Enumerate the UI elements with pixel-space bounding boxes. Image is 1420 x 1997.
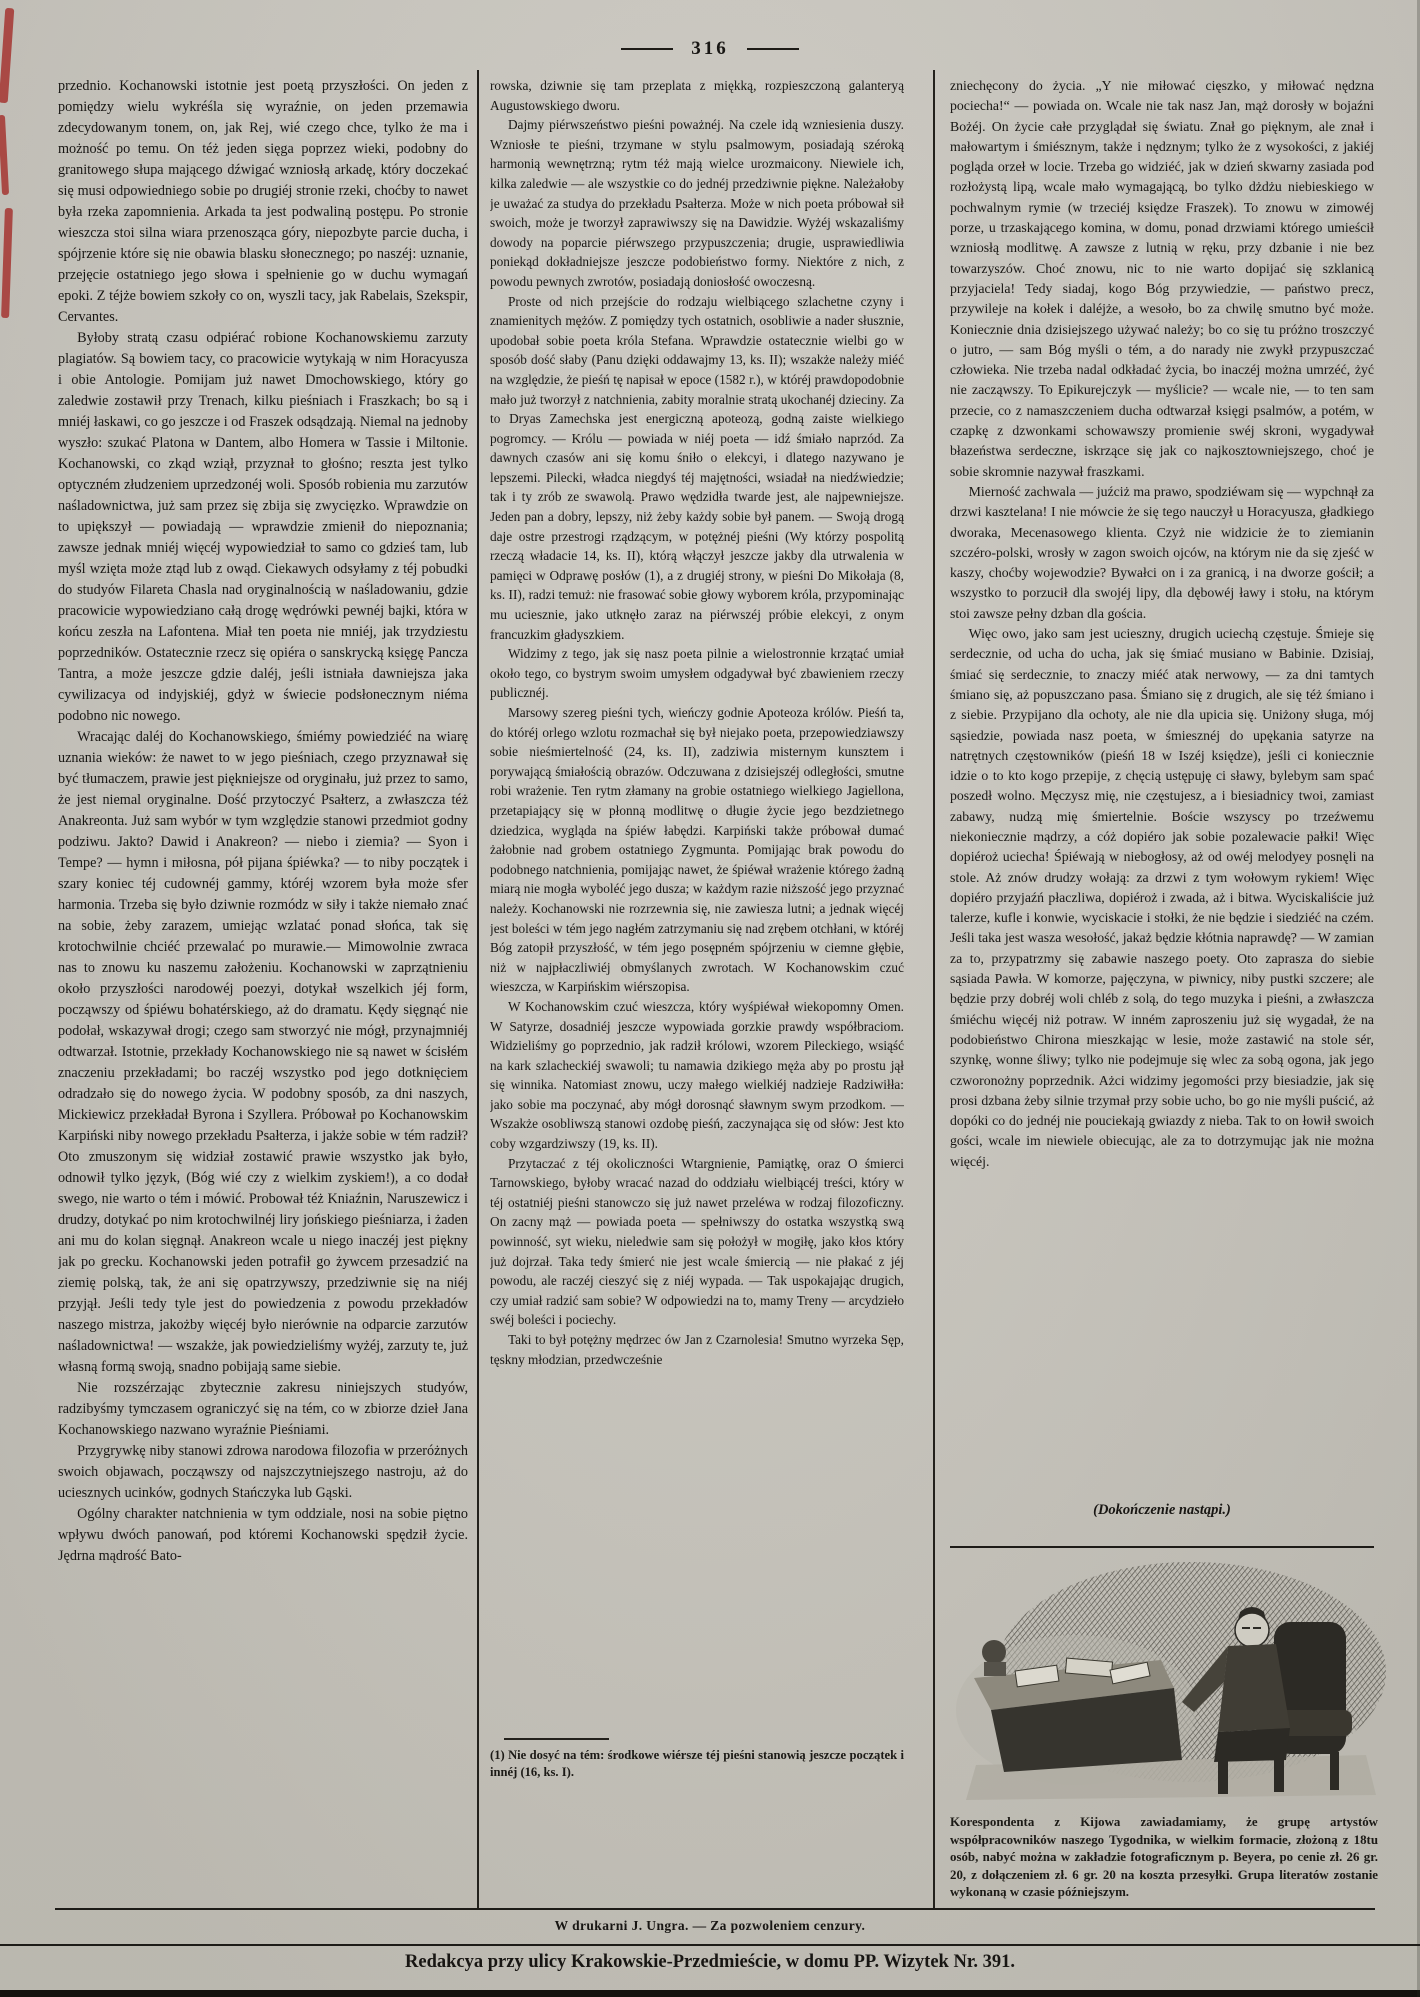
paragraph: Taki to był potężny mędrzec ów Jan z Czarnolesia! Smutno wyrzeka Sęp, tęskny młodzian, przedwcześnie	[490, 1332, 904, 1367]
page-number: 316	[691, 38, 729, 59]
scan-edge-bottom	[0, 1990, 1420, 1997]
header-dash-right	[747, 48, 799, 50]
man-at-desk-engraving-icon	[956, 1560, 1386, 1808]
paragraph: Przygrywkę niby stanowi zdrowa narodowa filozofia w przeróżnych swoich objawach, począwszy od najszczytniejszego nastroju, aż do uciesznych ucinków, godnych Stańczyka lub Gąski.	[58, 1443, 468, 1501]
column-divider-left	[477, 70, 479, 1908]
header-dash-left	[621, 48, 673, 50]
paragraph: Marsowy szereg pieśni tych, wieńczy godnie Apoteoza królów. Pieśń ta, do któréj orlego wzlotu rozmachał się był niejako poeta, przepowiedziawszy sobie nieśmiertelność (24, ks. II), zadziwia misternym kunsztem i porywającą śmiałością obrazów. Odczuwana z dzisiejszéj odległości, smutne robi wrażenie. Ten rytm złamany na grobie ostatniego wielkiego Jagiellona, przetapiający się w płonną modlitwę o długie życie jego bezdzietnego dziedzica, wygląda na śpiéw łabędzi. Karpiński także próbował dumać żałobnie nad grobem ostatniego Zygmunta. Pomijając brak powodu do podobnego natchnienia, pomijając nawet, że śpiéwał wrażenie którego żadną miarą nie mogła wyboléć jego dusza; w każdym razie niższość jego przyznać należy. Kochanowski nie rozrzewnia się, nie zawiesza lutni; a jednak więcéj jest boleści w tém jego nagłém zatrzymaniu się nad zrębem otchłani, w któréj Bóg zatopił przyszłość, w tém jego posępném spójrzeniu w ciemne głębie, niż w najpłaczliwiéj obmyślanych zwrotach. W Kochanowskim czuć wieszcza, w Karpińskim wiérszopisa.	[490, 705, 904, 995]
paragraph: W Kochanowskim czuć wieszcza, który wyśpiéwał wiekopomny Omen. W Satyrze, dosadniéj jeszcze wypowiada gorzkie prawdy współbraciom. Widzieliśmy go poprzednio, jak radził królowi, wzorem Pileckiego, wsiąść na kark szlacheckiéj swawoli; tu namawia dzikiego męża aby po prostu jął się winnika. Natomiast znowu, uczy małego wielkiéj nadzieje Radziwiłła: jako sobie ma poczynać, aby mógł dorosnąć sławnym swym przodkom. — Wszakże osobliwszą stanowi ozdobę pieśń, zaczynająca się od słów: Jest kto coby wzgardziwszy (19, ks. II).	[490, 998, 904, 1152]
paragraph: rowska, dziwnie się tam przeplata z miękką, rozpieszczoną galanteryą Augustowskiego dworu.	[490, 78, 904, 113]
paragraph: zniechęcony do życia. „Y nie miłować cięszko, y miłować nędzna pociecha!“ — powiada on. Wcale nie tak nasz Jan, mąż dorosły w bojaźni Bożéj. On życie całe przyglądał się światu. Znał go pięknym, ale znał i małowartym i śmiésznym, także i nędznym; tylko że z wysokości, z jakiéj pogląda orzeł w locie. Trzeba go widziéć, jak w dzień skwarny zasiada pod rozłożystą lipą, wcale mało wymagającą, bo tylko dżdżu niebieskiego w pochwalnym rymie (w trzeciéj księdze Fraszek). To znowu w zimowéj porze, u trzaskającego komina, w domu, ponad drzwiami którego umieścił wzniosłą modlitwę. A zawsze z lutnią w ręku, przy dzbanie i nie bez towarzyszów. Choć znowu, nic to nie warto dopijać się szklanicą przyjaciela! Tedy siadaj, kogo Bóg przywiedzie, — państwo precz, przywileje na kołek i daléjże, a wesoło, bo za chwilę smutno być może. Koniecznie dnia dzisiejszego używać należy; bo co się tu próżno troszczyć o jutro, — sam Bóg myśli o tém, a do narady nie zwykł przypuszczać człowieka. Nie trzeba nadal odkładać życia, bo inaczéj można umrzéć, żyć nie zacząwszy. To Epikurejczyk — myślicie? — wcale nie, — to ten sam przecie, co z namaszczeniem ducha odtwarzał księgi psalmów, a potém, w czapkę z dzwonkami schowawszy promienie swéj skroni, wygadywał błazeństwa serdeczne, iskrzące się jak co najkosztowniejszego, choć je sobie skromnie nazywał fraszkami.	[950, 78, 1374, 479]
footnote-rule	[504, 1738, 609, 1740]
paragraph: Nie rozszérzając zbytecznie zakresu niniejszych studyów, radzibyśmy tymczasem ograniczyć się na tém, co w zbiorze dzieł Jana Kochanowskiego nazwano wyraźnie Pieśniami.	[58, 1380, 468, 1438]
text-column-1	[58, 76, 468, 1866]
paragraph: Mierność zachwala — juźciż ma prawo, spodziéwam się — wypchnął za drzwi kasztelana! I nie mówcie że się tego nauczył u Horacyusza, gładkiego dworaka, Mecenasowego klienta. Czyż nie widzicie że to ziemianin szczéro-polski, wrosły w zagon swoich ojców, na którym nie da się zjeść w kaszy, choćby wojewodzie? Bywałci on i za granicą, i na dworze gościł; a wszystko to porzucił dla swojéj lipy, dla dębowéj ławy i stołu, na którym stoi zawsze pełny dzban dla gościa.	[950, 483, 1374, 621]
printer-imprint-line: W drukarni J. Ungra. — Za pozwoleniem cenzury.	[554, 1918, 866, 1933]
paragraph: Dajmy piérwszeństwo pieśni poważnéj. Na czele idą wzniesienia duszy. Wzniosłe te pieśni, trzymane w stylu psalmowym, posiadają széroką harmonią wewnętrzną; rytm téż mają wielce urozmaicony. Niewiele ich, kilka zaledwie — ale wszystkie co do jednéj przedziwnie piękne. Należałoby je uważać za studya do przekładu Psałterza. Może w nich poeta próbował sił swoich, może je tworzył zaprawiwszy się na Dawidzie. Wyżéj wskazaliśmy dowody na poparcie piérwszego przypuszczenia; drugie, usprawiedliwia poniekąd dokładniejsze jeszcze podobieństwo formy. Niektóre z nich, z powodu pewnych zwrotów, posiadają doniosłość owoczesną.	[490, 117, 904, 289]
text-column-2	[490, 76, 904, 1726]
paragraph: Byłoby stratą czasu odpiérać robione Kochanowskiemu zarzuty plagiatów. Są bowiem tacy, co pracowicie wytykają w nim Horacyusza i obie Antologie. Pomijam już nawet Dmochowskiego, który go zaledwie zostawił przy Trenach, kilku pieśniach i Fraszkach; bo są i mniéj łaskawi, co go jeszcze i od Fraszek odsądzają. Niemal na jednoby wyszło: szukać Platona w Dantem, albo Homera w Tassie i Miltonie. Kochanowski, co zkąd wziął, przyznał to głośno; reszta jest tylko optyczném złudzeniem uprzedzonéj woli. Sposób robienia mu zarzutów naśladownictwa, już sam przez się zbija się zwycięzko. Wprawdzie on to upiększył — powiadają — wprawdzie zmienił do niepoznania; zawsze jednak mniéj więcéj wypowiedział to samo co gdzieś tam, lub myśl wzięta może ztąd lub z owąd. Ciekawych odsyłamy z téj pobudki do studyów Filareta Chasla nad oryginalnością w naśladowaniu, gdzie pracowicie wypowiedziano całą drogę wędrówki pewnéj bajki, która w końcu zeszła na Lafontena. Miał ten poeta nie mniéj, jak trzydziestu poprzedników. Ostatecznie rzecz się opiéra o sanskrycką księgę Pancza Tantra, a może jeszcze gdzie daléj, jeśli istniała dawniejsza jaka cywilizacya od indyjskiéj, gdyż w świecie podsłonecznym niéma podobno nic nowego.	[58, 330, 468, 724]
paragraph: Więc owo, jako sam jest ucieszny, drugich uciechą częstuje. Śmieje się serdecznie, od ucha do ucha, jak się śmiać musiano w Babinie. Dzisiaj, śmiać się serdecznie, to znaczy miéć atak nerwowy, — za dni tamtych śmiano się, aż popuszczano pasa. Śmiano się z drugich, ale się téż śmiano i z siebie. Przypijano dla ochoty, ale nie dla upicia się. Uniżony sługa, mój sąsiedzie, powiada nasz poeta, w śmiesznéj do upękania satyrze na natrętnych częstowników (pieśń 18 w Iszéj księdze), jeśli ci koniecznie idzie o to kto kogo przepije, z chęcią ustępuję ci sławy, bylebym sam spać poszedł wolno. Męczysz mię, nie częstujesz, a i biesiadnicy twoi, zamiast zabawy, nudzą mię śmiertelnie. Boście wszyscy po trzeźwemu niekoniecznie mądrzy, a cóż dopiéro jak sobie pozalewacie pałki! Więc dopiéroż uciecha! Śpiéwają w niebogłosy, aż od owéj melodyey posnęli na stole. Aż znów drudzy wołają: za drzwi z tym wołowym rykiem! Więc dopiéro przyjaźń płaczliwa, dopiéroż i zwada, aż i bitwa. Wyciskaliście już talerze, kufle i konwie, wyciskacie i stołki, że nie będzie i siedziéć na czém. Jeśli taka jest wasza wesołość, jakaż będzie kłótnia naprawdę? — W zamian za to, przypatrzmy się zabawie naszego poety. Oto zaprasza do siebie sąsiada Pawła. W komorze, pajęczyna, w piwnicy, niby pustki szczere; ale będzie przy dobréj woli chléb z solą, do tego muzyka i pieśni, a zwłaszcza śmiéchu więcéj niż potraw. W inném zaproszeniu już się wygadał, że na podobieństwo Chirona mieszkając w lesie, może zastawić na stole sér, szynkę, wonne śliwy; tylko nie podejmuje się wlec za sobą ogona, jak jego czworonożny poprzednik. Ażci widzimy jegomości przy biesiadzie, jak się prosi dzbana żeby silnie trzymał przy sobie ucho, bo go nie myśli puścić, aż dopóki co do jednéj nie pouciekają gwiazdy z nieba. Tak to on łowił swoich gości, wcale im niewiele obiecując, ale za to dotrzymując jak nie można więcéj.	[950, 626, 1374, 1169]
footnote-text: (1) Nie dosyć na tém: środkowe wiérsze téj pieśni stanowią jeszcze początek i innéj (16, ks. I).	[490, 1747, 904, 1780]
text-column-3	[950, 76, 1374, 1504]
paragraph: Wracając daléj do Kochanowskiego, śmiémy powiedziéć na wiarę uznania wieków: że nawet to w jego pieśniach, czego przyznawał się być tłumaczem, prawie jest piękniejsze od oryginału, już przez to samo, że jest niemal oryginalne. Dość przytoczyć Psałterz, a zwłaszcza téż Anakreonta. Już sam wybór w tym względzie stanowi przedmiot godny podziwu. Jakto? Dawid i Anakreon? — niebo i ziemia? — Syon i Tempe? — hymn i miłosna, pół pijana śpiéwka? — to niby początek i szary koniec téj cudownéj gammy, któréj wzorem była może sfer harmonia. Trzeba się było dziwnie rozmódz w siły i także niemało znać na sobie, żeby zarazem, umiejąc wzlatać ponad słońca, tak się krotochwilnie chciéć przewalać po murawie.— Mimowolnie zwraca nas to znowu ku naszemu założeniu. Kochanowski w zaprzątnieniu około przyszłości narodowéj poezyi, dotykał wszelkich jéj form, począwszy od śpiéwu bohatérskiego, aż do dramatu. Kędy sięgnąć nie podołał, wskazywał drogi; czego sam stworzyć nie mógł, przynajmniéj odtwarzał. Istotnie, przekłady Kochanowskiego nie są nawet w ścisłém znaczeniu przekładami; bo raczéj wszystko pod jego dotknięciem odradzało się do nowego życia. W podobny sposób, za dni naszych, Mickiewicz przekładał Byrona i Szyllera. Próbował po Kochanowskim Karpiński niby nowego przekładu Psałterza, i jakże sobie w tém radził? Oto zmuszonym się widział zostawić prawie wszystko jak było, odnowił tylko język, (Bóg wié czy z wielkim zyskiem!), a co dodał swego, nie warto o tém i mówić. Probował téż Kniaźnin, Naruszewicz i drudzy, dotykać po nim krotochwilnéj liry jońskiego pieśniarza, i żaden ani mu do kolan sięgnął. Anakreon wcale u niego inaczéj jest piękny jak po grecku. Kochanowski jeden potrafił go żywcem przesadzić na ziemię polską, tak, że ani się opatrzywszy, przedziwnie się na niéj przyjął. Jeśli tedy tyle jest do powiedzenia z powodu przekładów naszego mistrza, jakożby więcéj było nierównie na odparcie zarzutów naśladownictwa! — wszakże, jak powiedzieliśmy wyżéj, zarzuty te, już własną formą swoją, snadno pobijają same siebie.	[58, 729, 468, 1375]
rule-above-engraving	[950, 1546, 1374, 1548]
continuation-notice: (Dokończenie nastąpi.)	[1093, 1502, 1231, 1518]
illustration-caption: Korespondenta z Kijowa zawiadamiamy, że grupę artystów współpracowników naszego Tygodnika, w wielkim formacie, złożoną z 18tu osób, nabyć można w zakładzie fotograficznym p. Beyera, po cenie zł. 26 gr. 20, z dołączeniem zł. 6 gr. 20 na koszta przesyłki. Grupa literatów zostanie wykonaną w czasie późniejszym.	[950, 1815, 1378, 1900]
engraving-illustration	[956, 1560, 1386, 1808]
page-header	[0, 38, 1420, 60]
column-divider-right	[933, 70, 935, 1908]
footer-rule-top	[55, 1908, 1375, 1910]
paragraph: Przytaczać z téj okoliczności Wtargnienie, Pamiątkę, oraz O śmierci Tarnowskiego, byłoby wracać nazad do oddziału wielbiącéj treści, który w téj ostatniéj pieśni stanowczo się już nawet przeléwa w rodzaj filozoficzny. On zacny mąż — powiada poeta — spełniwszy do ostatka wszystką swą powinność, syt wieku, nieledwie sam się położył w mogiłę, jako kłos który już dojrzał. Taka tedy śmierć nie jest wcale śmiercią — nie płakać z jéj powodu, ale raczéj cieszyć się z niéj wypada. — Tak uspokajając drugich, czy umiał radzić sam sobie? W odpowiedzi na to, mamy Treny — arcydzieło swéj boleści i pociechy.	[490, 1155, 904, 1328]
footnote-block	[490, 1738, 904, 1782]
footer-rule-bottom	[0, 1944, 1420, 1946]
paragraph: przednio. Kochanowski istotnie jest poetą przyszłości. On jeden z pomiędzy wielu wykréśla się wyraźnie, on jeden przemawia zdecydowanym tonem, on, jak Rej, wié czego chce, tylko że ma i możność po temu. On téż jeden sięga poprzez wieki, podobny do granitowego słupa mającego dźwigać wzniosłą arkadę, który doczekać się musi odpowiedniego sobie po drugiéj stronie rzeki, choćby to nawet była rzeka zapomnienia. Arkada ta jest podwaliną postępu. Po stronie wieszcza stoi silna wiara przenosząca góry, niepozbyte parcie ducha, i spójrzenie które się nie obawia blasku słonecznego; po naszéj: uznanie, przejęcie ostatniego jego słowa i spełnienie go w duchu wymagań epoki. Z téjże bowiem szkoły co on, wyszli tacy, jak Rabelais, Szekspir, Cervantes.	[58, 78, 468, 325]
paragraph: Widzimy z tego, jak się nasz poeta pilnie a wielostronnie krzątać umiał około tego, co bystrym swoim umysłem odgadywał być zbawieniem rzeczy publicznéj.	[490, 646, 904, 701]
editorial-address-line: Redakcya przy ulicy Krakowskie-Przedmieście, w domu PP. Wizytek Nr. 391.	[405, 1952, 1015, 1972]
paragraph: Ogólny charakter natchnienia w tym oddziale, nosi na sobie piętno wpływu dwóch panowań, pod któremi Kochanowski spędził życie. Jędrna mądrość Bato-	[58, 1506, 468, 1564]
paragraph: Proste od nich przejście do rodzaju wielbiącego szlachetne czyny i znamienitych mężów. Z pomiędzy tych ostatnich, osobliwie a nader słusznie, upodobał sobie poeta króla Stefana. Wprawdzie ostatecznie wielbi go w sposób dość słaby (Panu dzięki oddawajmy 13, ks. II); wszakże należy miéć na względzie, że pieśń tę napisał w epoce (1582 r.), w któréj prawdopodobnie mało już tworzył z natchnienia, zabity moralnie stratą ukochanéj dzieciny. Za to Dryas Zamechska jest energiczną apoteozą, godną zaiste wielkiego pogromcy. — Królu — powiada w niéj poeta — idź śmiało naprzód. Za dawnych czasów ani się komu śniło o elekcyi, i dlatego nazywano je lepszemi. Pilecki, władca niegdyś téj majętności, wsiadał na niedźwiedzie; tak i ty zrób ze swawolą. Prawo wędzidła twarde jest, ale najpewniejsze. Jeden pan a dobry, lepszy, niż żeby każdy sobie był panem. — Swoją drogą daje ostre przestrogi rządzącym, w potężnéj pieśni (Wy którzy pospolitą rzeczą władacie 14, ks. II), którą włączył jeszcze jakby dla utrwalenia w pamięci w Odprawę posłów (1), a z drugiéj strony, w pieśni Do Mikołaja (8, ks. II), radzi temuż: nie frasować sobie głowy wyborem króla, przypominając mu uciesznie, jako utknęło zaraz na piérwszéj próbie elekcyi, z onym francuzkim gładyszkiem.	[490, 293, 904, 642]
